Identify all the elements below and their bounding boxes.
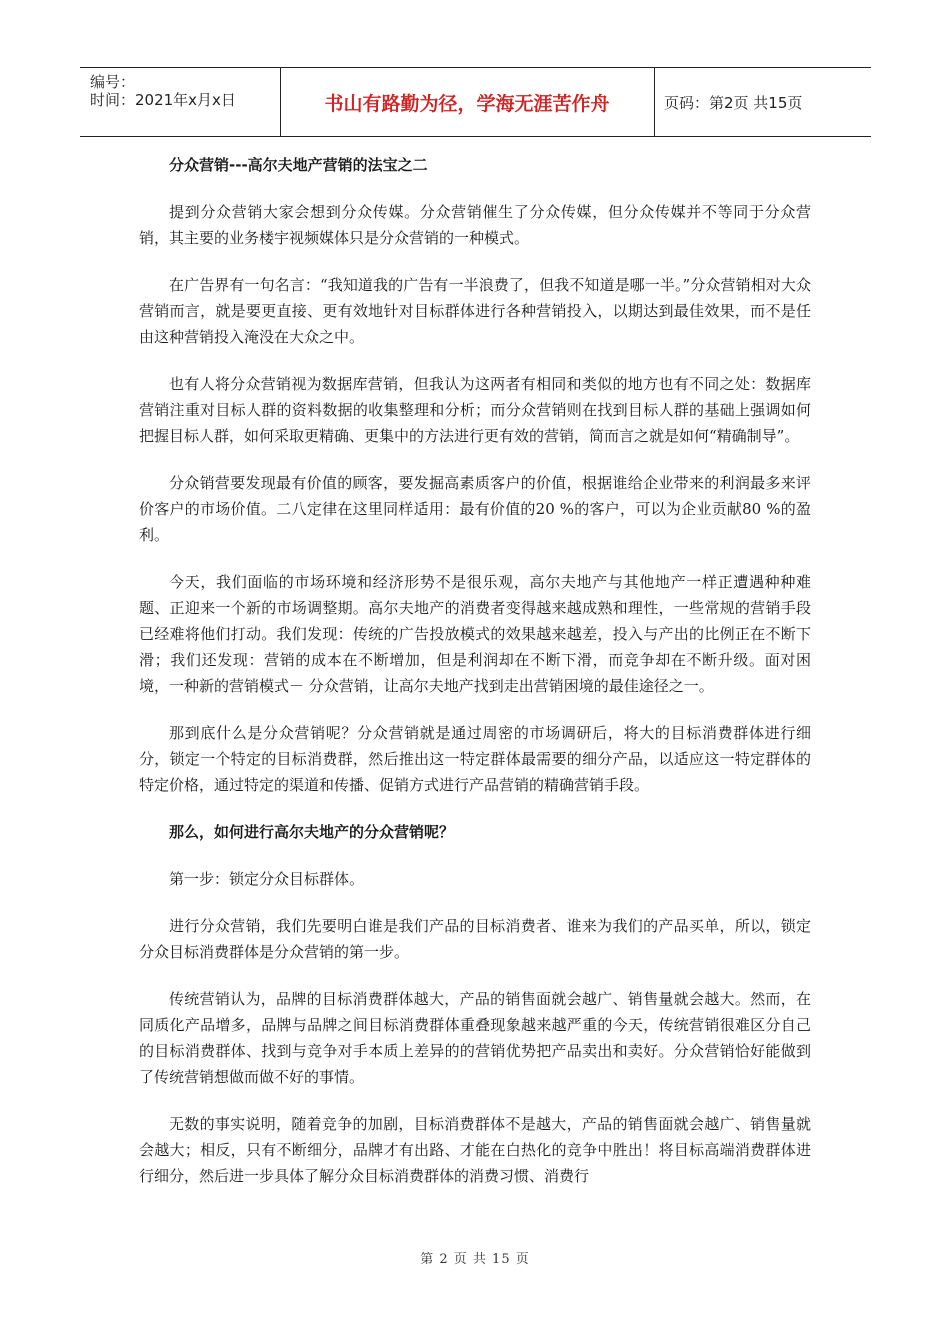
body-paragraph: 今天，我们面临的市场环境和经济形势不是很乐观，高尔夫地产与其他地产一样正遭遇种种难题、正迎来一个新的市场调整期。高尔夫地产的消费者变得越来越成熟和理性，一些常规的营销手段已经难将他们打动。我们发现：传统的广告投放模式的效果越来越差，投入与产出的比例正在不断下滑；我们还发现：营销的成本在不断增加，但是利润却在不断下滑，而竞争却在不断升级。面对困境，一种新的营销模式－ 分众营销，让高尔夫地产找到走出营销困境的最佳途径之一。: [139, 573, 811, 695]
body-paragraph: 在广告界有一句名言：“我知道我的广告有一半浪费了，但我不知道是哪一半。”分众营销相对大众营销而言，就是要更直接、更有效地针对目标群体进行各种营销投入，以期达到最佳效果，而不是任由这种营销投入淹没在大众之中。: [139, 276, 811, 346]
section-heading: 那么，如何进行高尔夫地产的分众营销呢？: [169, 823, 455, 841]
body-paragraph: 提到分众营销大家会想到分众传媒。分众营销催生了分众传媒，但分众传媒并不等同于分众营销，其主要的业务楼宇视频媒体只是分众营销的一种模式。: [139, 203, 811, 247]
body-paragraph: 分众销营要发现最有价值的顾客，要发掘高素质客户的价值，根据谁给企业带来的利润最多来评价客户的市场价值。二八定律在这里同样适用：最有价值的20 %的客户，可以为企业贡献80 %的盈利。: [139, 474, 811, 544]
header-motto: 书山有路勤为径，学海无涯苦作舟: [280, 68, 655, 136]
page-footer: 第 2 页 共 15 页: [420, 1252, 530, 1267]
body-paragraph: 传统营销认为，品牌的目标消费群体越大，产品的销售面就会越广、销售量就会越大。然而，在同质化产品增多，品牌与品牌之间目标消费群体重叠现象越来越严重的今天，传统营销很难区分自己的目标消费群体、找到与竞争对手本质上差异的的营销优势把产品卖出和卖好。分众营销恰好能做到了传统营销想做而做不好的事情。: [139, 990, 811, 1086]
body-paragraph: 也有人将分众营销视为数据库营销，但我认为这两者有相同和类似的地方也有不同之处：数据库营销注重对目标人群的资料数据的收集整理和分析；而分众营销则在找到目标人群的基础上强调如何把握目标人群，如何采取更精确、更集中的方法进行更有效的营销，简而言之就是如何“精确制导”。: [139, 375, 811, 445]
document-header: [80, 67, 871, 137]
document-time-label: 时间：2021年x月x日: [90, 91, 236, 109]
body-paragraph: 那到底什么是分众营销呢？分众营销就是通过周密的市场调研后，将大的目标消费群体进行细分，锁定一个特定的目标消费群，然后推出这一特定群体最需要的细分产品，以适应这一特定群体的特定价格，通过特定的渠道和传播、促销方式进行产品营销的精确营销手段。: [139, 724, 811, 794]
body-paragraph: 第一步：锁定分众目标群体。: [169, 870, 365, 888]
header-page-info: 页码：第2页 共15页: [664, 93, 803, 112]
body-paragraph: 进行分众营销，我们先要明白谁是我们产品的目标消费者、谁来为我们的产品买单，所以，锁定分众目标消费群体是分众营销的第一步。: [139, 917, 811, 961]
section-heading: 分众营销---高尔夫地产营销的法宝之二: [169, 156, 428, 174]
document-number-label: 编号：: [90, 73, 136, 91]
header-meta-cell: [80, 68, 281, 136]
document-body: [139, 152, 811, 1210]
body-paragraph: 无数的事实说明，随着竞争的加剧，目标消费群体不是越大，产品的销售面就会越广、销售量就会越大；相反，只有不断细分，品牌才有出路、才能在白热化的竞争中胜出！将目标高端消费群体进行细分，然后进一步具体了解分众目标消费群体的消费习惯、消费行: [139, 1115, 811, 1185]
